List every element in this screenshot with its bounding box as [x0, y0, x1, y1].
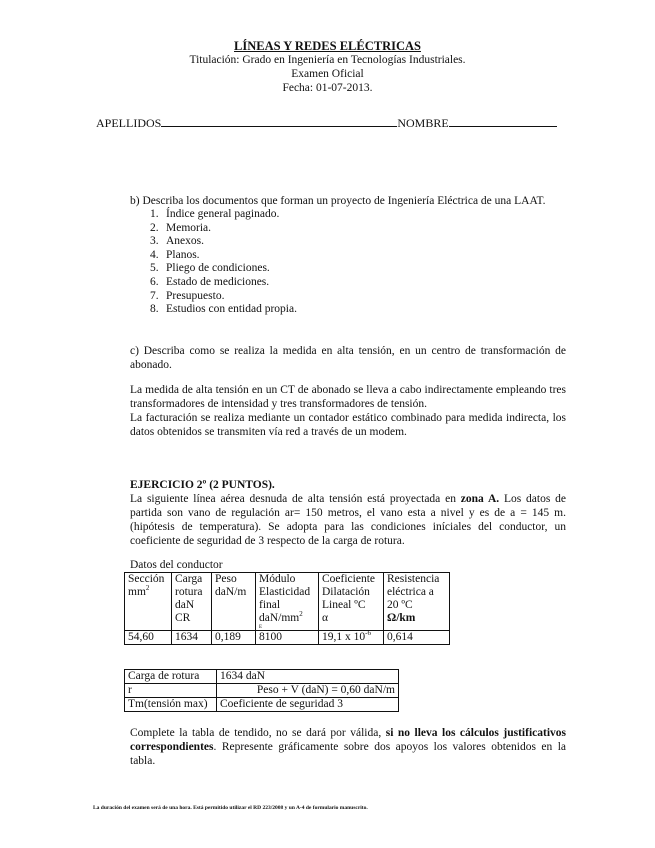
exercise-heading: EJERCICIO 2º (2 PUNTOS). [130, 479, 275, 491]
table-row [125, 684, 399, 698]
cell-seccion: 54,60 [125, 631, 172, 645]
closing-instructions: Complete la tabla de tendido, no se dará por válida, si no lleva los cálculos justificativos correspondientes. Represente gráficamente sobre dos apoyos los valores obtenidos en la tabla. [130, 727, 566, 767]
exam-type: Examen Oficial [291, 68, 364, 80]
header-resistencia: Resistencia eléctrica a 20 ºC Ω/km [384, 573, 450, 631]
cell-value: 1634 daN [217, 670, 399, 684]
nombre-field[interactable] [449, 116, 557, 127]
list-item: 1. Índice general paginado. [150, 208, 280, 220]
list-item: 8. Estudios con entidad propia. [150, 303, 297, 316]
list-item: 2. Memoria. [150, 221, 212, 234]
exam-title: LÍNEAS Y REDES ELÉCTRICAS [234, 39, 421, 53]
list-item: 4. Planos. [150, 248, 200, 261]
conductor-table [124, 572, 450, 645]
exercise-intro: La siguiente línea aérea desnuda de alta tensión está proyectada en zona A. Los datos de partida son vano de regulación ar= 150 metros, el vano esta a nivel y es de a = 145 m. (hipótesis de temperatura). Se adopta para las condiciones iníciales del conductor, un coeficiente de seguridad de 3 respecto de la carga de rotura. [130, 493, 566, 547]
table-row [125, 670, 399, 684]
table-row [125, 631, 450, 645]
cell-value: Peso + V (daN) = 0,60 daN/m [217, 684, 399, 698]
table-header-row [125, 573, 450, 631]
list-item: 6. Estado de mediciones. [150, 275, 270, 288]
header-modulo: Módulo Elasticidad final daN/$mm^2$ E [256, 573, 319, 631]
cell-label: Carga de rotura [125, 670, 217, 684]
cell-coeficiente: 19,1 x $10^{-6}$ [319, 631, 384, 645]
apellidos-label: APELLIDOS [96, 116, 162, 130]
header-carga: Carga rotura daN CR [172, 573, 212, 631]
degree-line: Titulación: Grado en Ingeniería en Tecnologías Industriales. [189, 54, 466, 66]
exam-date: Fecha: 01-07-2013. [282, 82, 373, 94]
list-item: 3. Anexos. [150, 235, 205, 248]
header-seccion: Sección $mm^2$ [125, 573, 172, 631]
table-row [125, 698, 399, 712]
question-c: c) Describa como se realiza la medida en alta tensión, en un centro de transformación de abonado. [130, 345, 566, 371]
header-peso: Peso daN/m [212, 573, 256, 631]
cell-label: r [125, 684, 217, 698]
apellidos-field[interactable] [161, 116, 397, 127]
cell-peso: 0,189 [212, 631, 256, 645]
question-b: b) Describa los documentos que forman un proyecto de Ingeniería Eléctrica de una LAAT. [130, 195, 546, 207]
answer-c-2: La facturación se realiza mediante un contador estático combinado para medida indirecta, los datos obtenidos se transmiten vía red a través de un modem. [130, 412, 566, 438]
list-item: 7. Presupuesto. [150, 289, 225, 302]
list-item: 5. Pliego de condiciones. [150, 262, 270, 275]
name-form [96, 116, 557, 131]
conditions-table [124, 669, 399, 712]
answer-c-1: La medida de alta tensión en un CT de abonado se lleva a cabo indirectamente empleando tres transformadores de intensidad y tres transformadores de tensión. [130, 384, 566, 410]
documents-list [150, 208, 297, 317]
footer-note: La duración del examen será de una hora. Está permitido utilizar el RD 223/2008 y un A-4 de formulario manuscrito. [93, 805, 368, 811]
cell-value: Coeficiente de seguridad 3 [217, 698, 399, 712]
header-coeficiente: Coeficiente Dilatación Lineal ºC α [319, 573, 384, 631]
cell-carga: 1634 [172, 631, 212, 645]
cell-label: Tm(tensión max) [125, 698, 217, 712]
table-caption: Datos del conductor [130, 559, 223, 571]
nombre-label: NOMBRE [397, 116, 449, 130]
cell-modulo: 8100 [256, 631, 319, 645]
cell-resistencia: 0,614 [384, 631, 450, 645]
